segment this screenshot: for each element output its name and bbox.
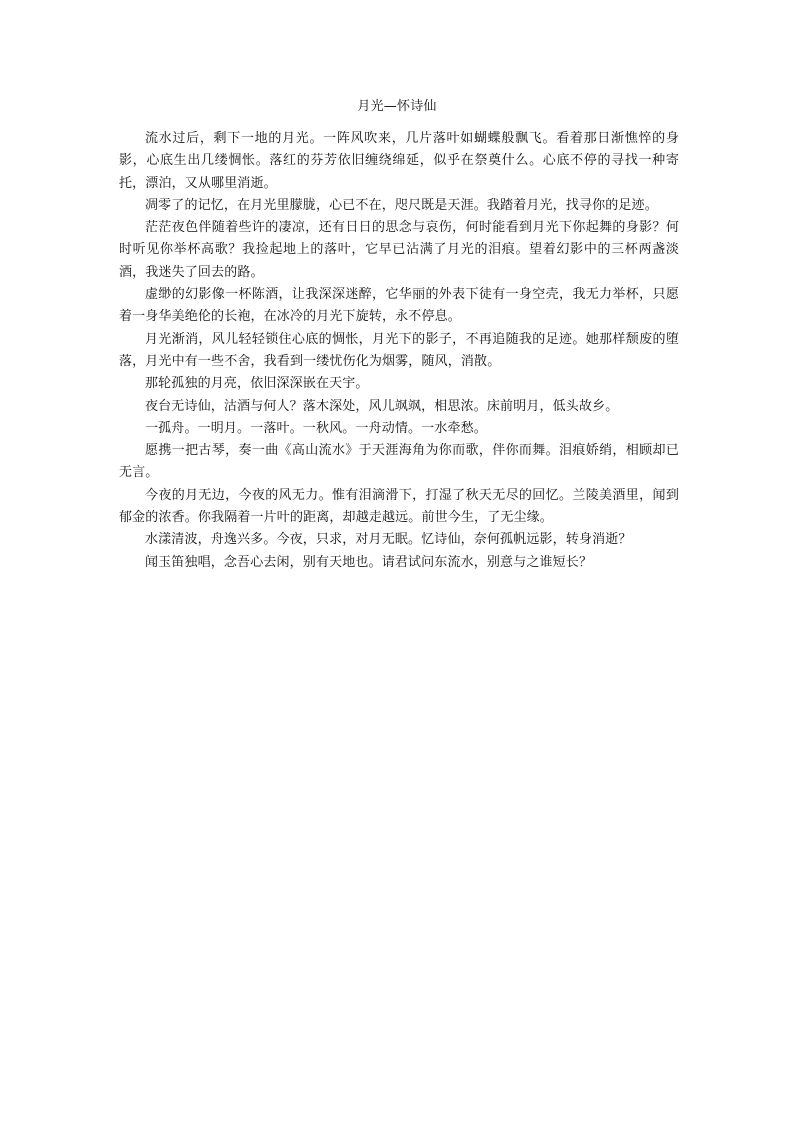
document-body	[119, 128, 679, 574]
paragraph: 月光渐消，风儿轻轻锁住心底的惆怅，月光下的影子，不再追随我的足迹。她那样颓废的堕落，月光中有一些不舍，我看到一缕忧伤化为烟雾，随风，消散。	[119, 331, 679, 369]
paragraph: 流水过后，剩下一地的月光。一阵风吹来，几片落叶如蝴蝶般飘飞。看着那日渐憔悴的身影，心底生出几缕惆怅。落红的芬芳依旧缠绕绵延，似乎在祭奠什么。心底不停的寻找一种寄托，漂泊，又从哪里消逝。	[119, 131, 679, 191]
paragraph: 凋零了的记忆，在月光里朦胧，心已不在，咫尺既是天涯。我踏着月光，找寻你的足迹。	[145, 197, 658, 213]
paragraph: 水漾清波，舟逸兴多。今夜，只求，对月无眠。忆诗仙，奈何孤帆远影，转身消逝？	[145, 532, 632, 548]
paragraph: 一孤舟。一明月。一落叶。一秋风。一舟动情。一水牵愁。	[145, 420, 487, 436]
paragraph: 今夜的月无边，今夜的风无力。惟有泪滴滑下，打湿了秋天无尽的回忆。兰陵美酒里，闻到郁金的浓香。你我隔着一片叶的距离，却越走越远。前世今生，了无尘缘。	[119, 487, 679, 526]
paragraph: 那轮孤独的月亮，依旧深深嵌在天宇。	[145, 376, 369, 392]
paragraph: 闻玉笛独唱，念吾心去闲，别有天地也。请君试问东流水，别意与之谁短长？	[145, 554, 593, 570]
paragraph: 愿携一把古琴，奏一曲《高山流水》于天涯海角为你而歌，伴你而舞。泪痕娇绡，相顾却已无言。	[119, 443, 679, 481]
paragraph: 虚缈的幻影像一杯陈酒，让我深深迷醉，它华丽的外表下徒有一身空壳，我无力举杯，只愿着一身华美绝伦的长袍，在冰冷的月光下旋转，永不停息。	[119, 287, 679, 325]
document-title: 月光—怀诗仙	[357, 99, 437, 114]
paragraph: 夜台无诗仙，沽酒与何人？落木深处，风儿飒飒，相思浓。床前明月，低头故乡。	[145, 398, 619, 414]
paragraph: 茫茫夜色伴随着些许的凄凉，还有日日的思念与哀伤，何时能看到月光下你起舞的身影？何时听见你举杯高歌？我捡起地上的落叶，它早已沾满了月光的泪痕。望着幻影中的三杯两盏淡酒，我迷失了回去的路。	[119, 220, 679, 280]
